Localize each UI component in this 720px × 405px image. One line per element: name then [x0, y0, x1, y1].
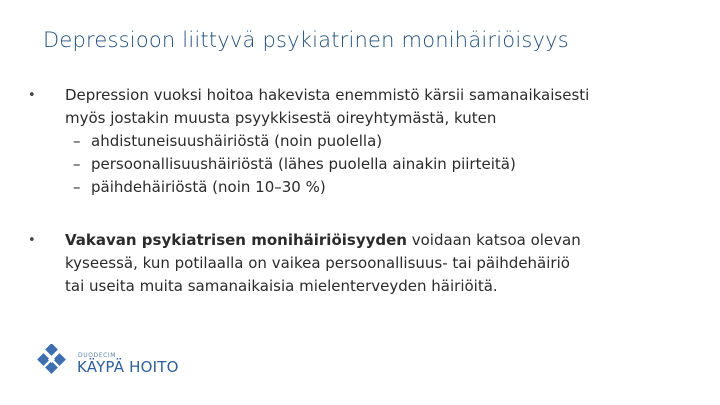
bullet-text-1: [65, 84, 705, 199]
slide-title: Depressioon liittyvä psykiatrinen monihäiriöisyys: [43, 28, 569, 52]
sub-item-text: päihdehäiriöstä (noin 10–30 %): [91, 178, 326, 196]
sub-item: [65, 176, 705, 199]
sub-item-text: ahdistuneisuushäiriöstä (noin puolella): [91, 132, 383, 150]
sub-item-text: persoonallisuushäiriöstä (lähes puolella ainakin piirteitä): [91, 155, 516, 173]
bullet-text-2: [65, 229, 705, 298]
dash-icon: –: [73, 178, 81, 196]
logo-big-text: KÄYPÄ HOITO: [77, 358, 179, 376]
sub-item: [65, 130, 705, 153]
bullet-2-line-1: [65, 229, 705, 252]
bullet-2-line-1-rest: voidaan katsoa olevan: [406, 231, 581, 249]
bullet-2-line-2: kyseessä, kun potilaalla on vaikea persoonallisuus- tai päihdehäiriö: [65, 254, 570, 272]
bold-term: Vakavan psykiatrisen monihäiriöisyyden: [65, 231, 407, 249]
bullet-2-line-3: tai useita muita samanaikaisia mielenterveyden häiriöitä.: [65, 277, 498, 295]
logo-small-text: DUODECIM: [78, 352, 117, 359]
diamond-logo-icon: [36, 344, 72, 380]
bullet-1-line-2: myös jostakin muusta psyykkisestä oireyhtymästä, kuten: [65, 109, 497, 127]
bullet-icon: •: [28, 88, 36, 103]
bullet-1-line-1: Depression vuoksi hoitoa hakevista enemmistö kärsii samanaikaisesti: [65, 86, 590, 104]
dash-icon: –: [73, 155, 81, 173]
sub-item: [65, 153, 705, 176]
dash-icon: –: [73, 132, 81, 150]
bullet-icon: •: [28, 233, 36, 248]
kaypa-hoito-logo: [36, 344, 186, 388]
